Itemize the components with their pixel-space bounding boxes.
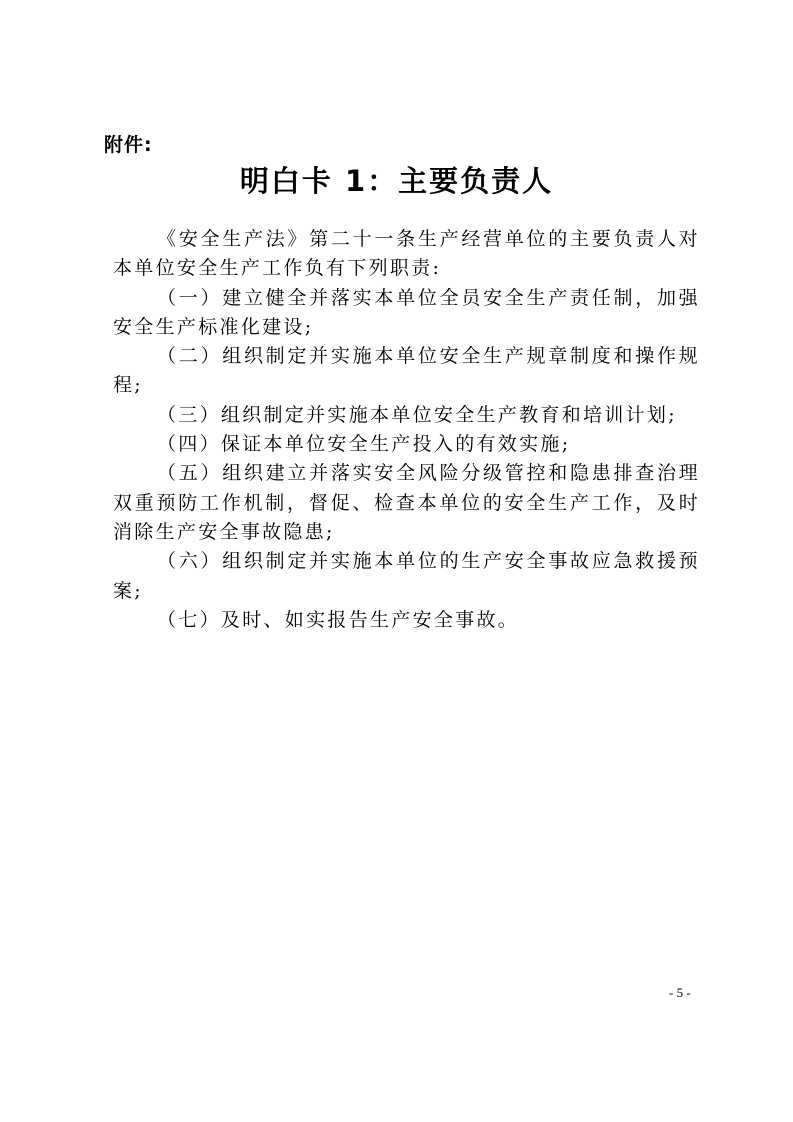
duty-item-7: （七）及时、如实报告生产安全事故。	[157, 608, 520, 631]
document-body	[113, 225, 700, 635]
attachment-label: 附件:	[104, 134, 153, 156]
duty-item-6: （六）组织制定并实施本单位的生产安全事故应急救援预案;	[113, 550, 700, 602]
page-number: - 5 -	[669, 985, 691, 1000]
duty-item-1: （一）建立健全并落实本单位全员安全生产责任制，加强安全生产标准化建设;	[113, 286, 700, 338]
duty-item-5: （五）组织建立并落实安全风险分级管控和隐患排查治理双重预防工作机制，督促、检查本单位的安全生产工作，及时消除生产安全事故隐患;	[113, 462, 700, 543]
intro-paragraph: 《安全生产法》第二十一条生产经营单位的主要负责人对本单位安全生产工作负有下列职责:	[113, 228, 700, 280]
duty-item-2: （二）组织制定并实施本单位安全生产规章制度和操作规程;	[113, 345, 700, 397]
duty-item-3: （三）组织制定并实施本单位安全生产教育和培训计划;	[157, 403, 677, 426]
duty-item-4: （四）保证本单位安全生产投入的有效实施;	[157, 433, 571, 456]
page-title: 明白卡 1：主要负责人	[239, 164, 554, 198]
